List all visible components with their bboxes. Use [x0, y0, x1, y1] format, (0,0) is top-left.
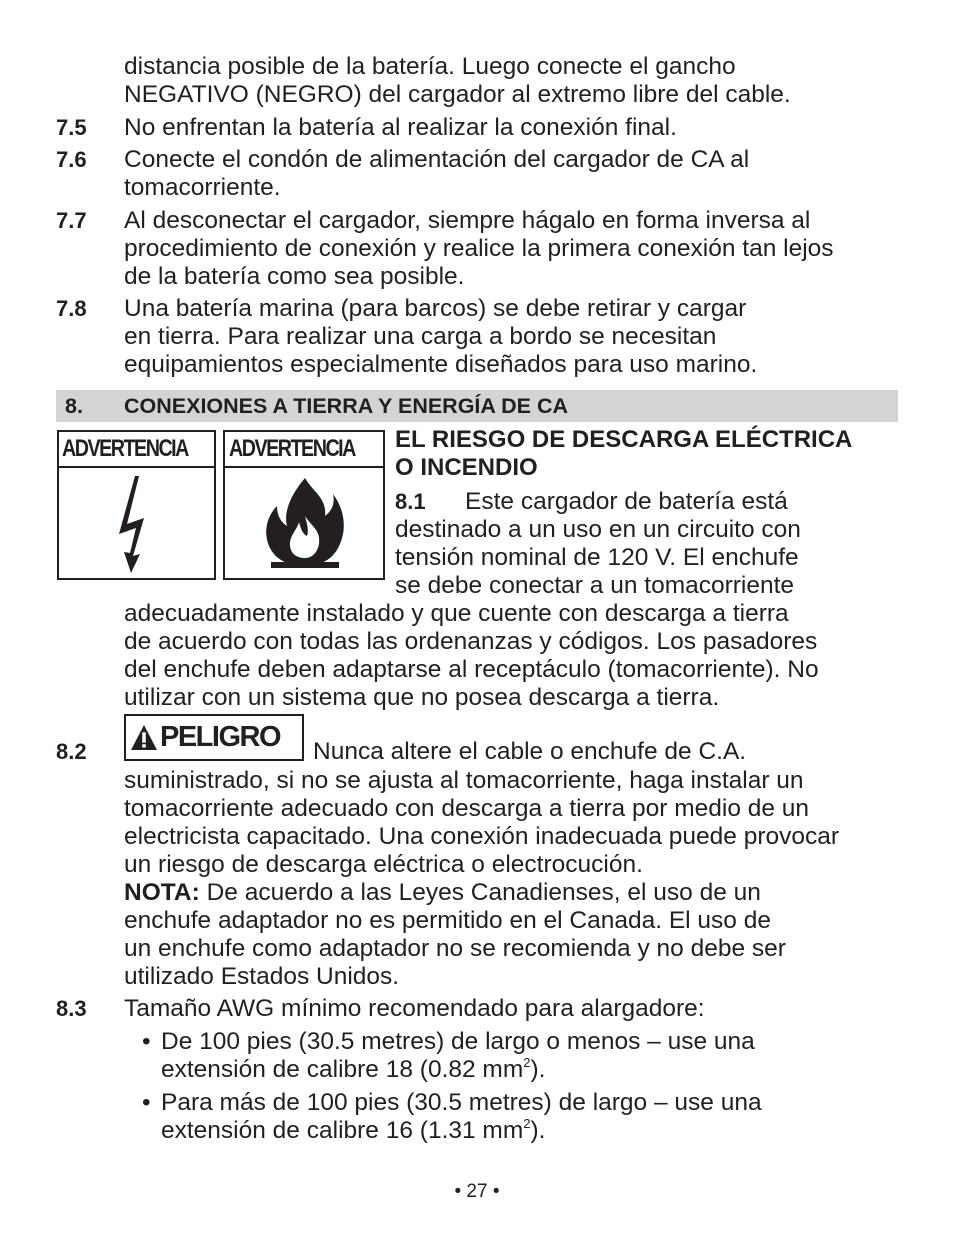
item-8-1-text-line-4: se debe conectar a un tomacorriente — [395, 572, 795, 599]
item-8-1-text-line-8: utilizar con un sistema que no posea descarga a tierra. — [124, 684, 720, 711]
item-8-2-number: 8.2 — [56, 739, 87, 764]
item-7-7-text-line-1: Al desconectar el cargador, siempre hágalo en forma inversa al — [124, 207, 811, 234]
note-line-1 — [124, 879, 761, 907]
bullet-1-end: ). — [530, 1056, 546, 1083]
bullet-2-end: ). — [530, 1117, 546, 1144]
item-7-5-text: No enfrentan la batería al realizar la conexión final. — [124, 114, 677, 141]
risk-heading-line-1: EL RIESGO DE DESCARGA ELÉCTRICA — [395, 426, 853, 453]
bullet-2-text: extensión de calibre 16 (1.31 mm — [161, 1117, 524, 1144]
superscript: 2 — [523, 1055, 531, 1070]
bullet-1-line-1: De 100 pies (30.5 metres) de largo o menos – use una — [161, 1028, 755, 1055]
warning-label-text: ADVERTENCIA — [61, 435, 188, 462]
section-8-number: 8. — [65, 394, 83, 418]
item-8-2-text-line-2: suministrado, si no se ajusta al tomacorriente, haga instalar un — [124, 767, 804, 794]
section-8-title: CONEXIONES A TIERRA Y ENERGÍA DE CA — [124, 394, 569, 418]
warning-box-fire — [223, 430, 385, 580]
danger-label-text: PELIGRO — [160, 721, 281, 753]
item-8-3-text: Tamaño AWG mínimo recomendado para alargadore: — [124, 995, 705, 1022]
item-7-7-number: 7.7 — [56, 208, 87, 233]
bullet-1-text: extensión de calibre 18 (0.82 mm — [161, 1056, 524, 1083]
note-text: De acuerdo a las Leyes Canadienses, el uso de un — [206, 879, 761, 906]
bullet-1-line-2 — [161, 1056, 545, 1084]
item-7-7-text-line-2: procedimiento de conexión y realice la primera conexión tan lejos — [124, 235, 834, 262]
item-7-8-text-line-1: Una batería marina (para barcos) se debe retirar y cargar — [124, 295, 747, 322]
item-7-4-continuation-line-1: distancia posible de la batería. Luego conecte el gancho — [124, 53, 736, 80]
note-line-2: enchufe adaptador no es permitido en el Canada. El uso de — [124, 907, 771, 934]
note-line-4: utilizado Estados Unidos. — [124, 963, 400, 990]
item-7-6-text-line-1: Conecte el condón de alimentación del cargador de CA al — [124, 146, 750, 173]
fire-icon — [263, 472, 347, 572]
item-8-1-text-line-6: de acuerdo con todas las ordenanzas y códigos. Los pasadores — [124, 628, 818, 655]
page-number: • 27 • — [454, 1181, 500, 1202]
note-label: NOTA: — [124, 879, 200, 906]
note-line-3: un enchufe como adaptador no se recomienda y no debe ser — [124, 935, 786, 962]
item-7-8-number: 7.8 — [56, 296, 87, 321]
electric-shock-icon — [109, 472, 165, 577]
bullet-2-marker: • — [142, 1089, 151, 1116]
item-8-2-text-line-3: tomacorriente adecuado con descarga a tierra por medio de un — [124, 795, 810, 822]
item-8-2-text-line-4: electricista capacitado. Una conexión inadecuada puede provocar — [124, 823, 840, 850]
item-7-6-number: 7.6 — [56, 147, 87, 172]
item-7-6-text-line-2: tomacorriente. — [124, 174, 281, 201]
item-8-3-number: 8.3 — [56, 996, 87, 1021]
item-8-1-text-line-7: del enchufe deben adaptarse al receptáculo (tomacorriente). No — [124, 656, 819, 683]
superscript: 2 — [523, 1116, 531, 1131]
item-7-5-number: 7.5 — [56, 115, 87, 140]
item-8-1-text-line-5: adecuadamente instalado y que cuente con descarga a tierra — [124, 600, 789, 627]
item-8-1-number: 8.1 — [395, 489, 426, 514]
bullet-2-line-1: Para más de 100 pies (30.5 metres) de largo – use una — [161, 1089, 762, 1116]
warning-label-bar — [59, 432, 214, 468]
bullet-1-marker: • — [142, 1028, 151, 1055]
item-8-1-text-line-2: destinado a un uso en un circuito con — [395, 516, 801, 543]
warning-label-text: ADVERTENCIA — [229, 435, 356, 462]
item-8-1-text-line-3: tensión nominal de 120 V. El enchufe — [395, 544, 799, 571]
item-8-2-text-line-1: Nunca altere el cable o enchufe de C.A. — [313, 738, 747, 765]
item-7-8-text-line-2: en tierra. Para realizar una carga a bordo se necesitan — [124, 323, 717, 350]
item-8-1-text-line-1: Este cargador de batería está — [465, 488, 788, 515]
warning-label-bar — [225, 432, 383, 468]
danger-label-box — [124, 714, 304, 761]
bullet-2-line-2 — [161, 1117, 545, 1145]
item-8-2-text-line-5: un riesgo de descarga eléctrica o electrocución. — [124, 851, 643, 878]
warning-box-shock — [57, 430, 216, 580]
item-7-4-continuation-line-2: NEGATIVO (NEGRO) del cargador al extremo libre del cable. — [124, 81, 791, 108]
warning-triangle-icon — [130, 724, 158, 751]
item-7-7-text-line-3: de la batería como sea posible. — [124, 263, 465, 290]
risk-heading-line-2: O INCENDIO — [395, 454, 538, 481]
item-7-8-text-line-3: equipamientos especialmente diseñados para uso marino. — [124, 351, 758, 378]
